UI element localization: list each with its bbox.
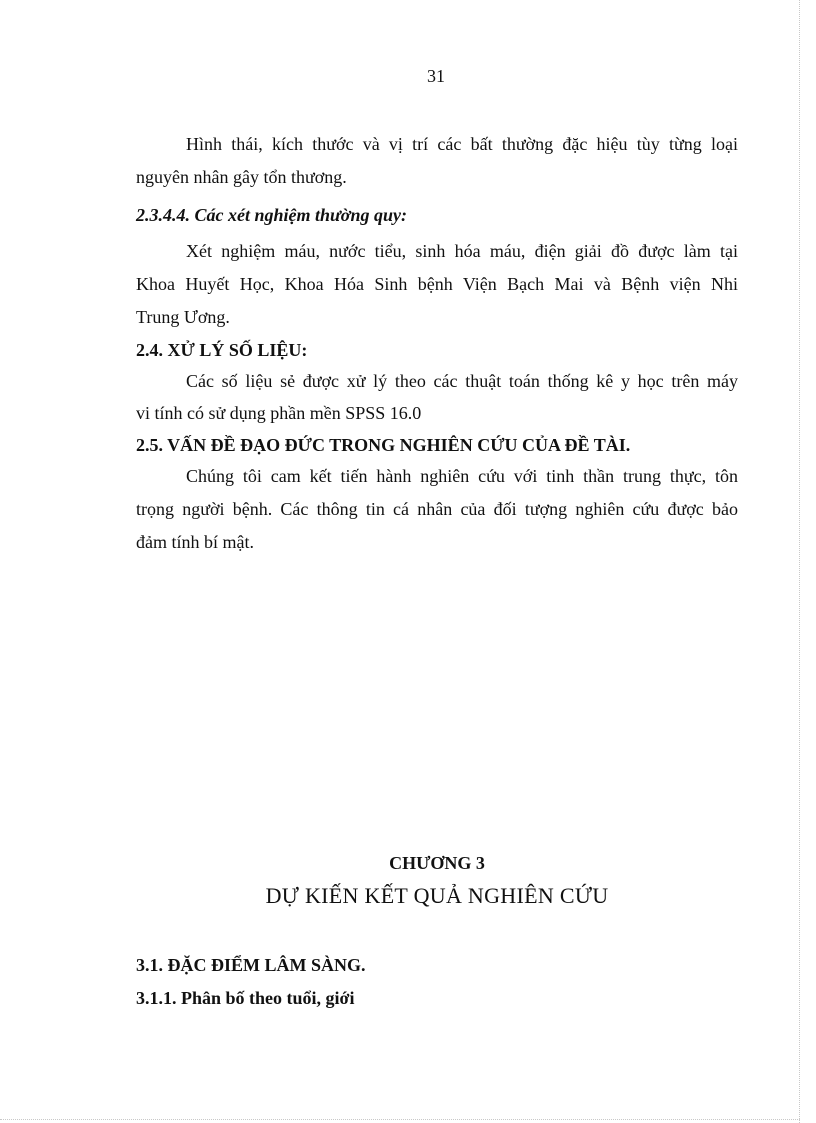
chapter-title: DỰ KIẾN KẾT QUẢ NGHIÊN CỨU: [265, 883, 609, 908]
heading-2-5: 2.5. VẤN ĐỀ ĐẠO ĐỨC TRONG NGHIÊN CỨU CỦA ĐỀ TÀI.: [136, 435, 631, 455]
heading-2-4: 2.4. XỬ LÝ SỐ LIỆU:: [136, 340, 308, 360]
sec25-line3: đảm tính bí mật.: [136, 532, 254, 552]
chapter-label: CHƯƠNG 3: [389, 853, 485, 873]
para1-line2: nguyên nhân gây tổn thương.: [136, 167, 347, 187]
page-number: 31: [427, 66, 445, 86]
sec24-line1: Các số liệu sẻ được xử lý theo các thuật toán thống kê y học trên máy: [186, 371, 738, 391]
sec25-line1: Chúng tôi cam kết tiến hành nghiên cứu với tinh thần trung thực, tôn: [186, 466, 738, 486]
heading-2-3-4-4: 2.3.4.4. Các xét nghiệm thường quy:: [136, 205, 407, 225]
sec24-line2: vi tính có sử dụng phần mền SPSS 16.0: [136, 403, 422, 423]
page-border-right: [799, 0, 800, 1123]
para2-line3: Trung Ương.: [136, 307, 230, 327]
para2-line2: Khoa Huyết Học, Khoa Hóa Sinh bệnh Viện Bạch Mai và Bệnh viện Nhi: [136, 274, 738, 294]
heading-3-1: 3.1. ĐẶC ĐIỂM LÂM SÀNG.: [136, 955, 366, 975]
page-border-bottom: [0, 1119, 800, 1120]
sec25-line2: trọng người bệnh. Các thông tin cá nhân của đối tượng nghiên cứu được bảo: [136, 499, 738, 519]
para2-line1: Xét nghiệm máu, nước tiểu, sinh hóa máu, điện giải đồ được làm tại: [186, 241, 738, 261]
heading-3-1-1: 3.1.1. Phân bố theo tuổi, giới: [136, 988, 355, 1008]
para1-line1: Hình thái, kích thước và vị trí các bất thường đặc hiệu tùy từng loại: [186, 134, 738, 154]
